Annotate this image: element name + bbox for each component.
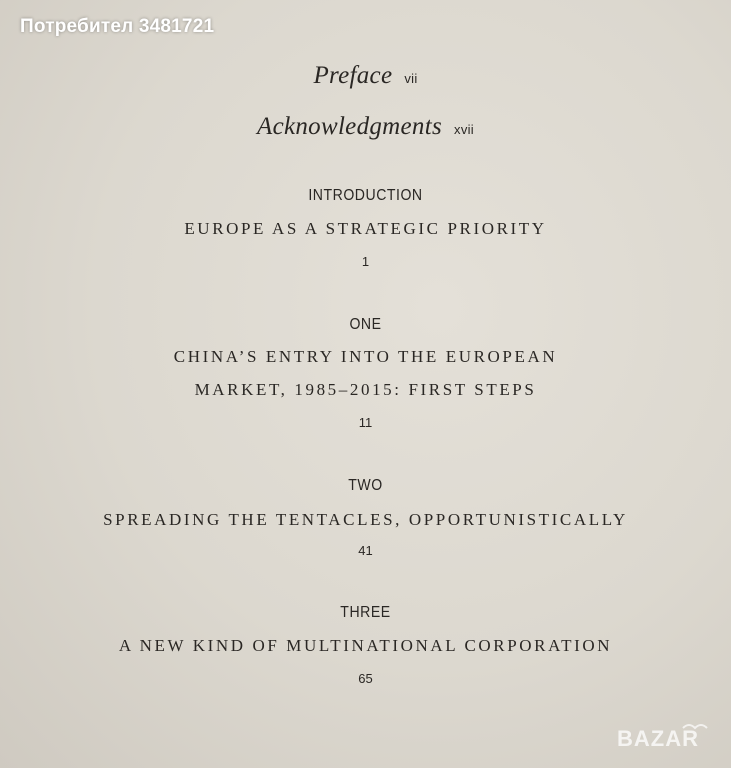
chapter-label: TWO xyxy=(348,477,383,494)
chapter-page: 65 xyxy=(358,671,373,686)
chapter-label: THREE xyxy=(340,604,391,621)
chapter-label: ONE xyxy=(349,316,382,333)
toc-entry-page: xvii xyxy=(454,122,474,137)
toc-entry-page: vii xyxy=(404,71,418,86)
toc-entry-title: Preface xyxy=(313,62,393,89)
chapter-label: INTRODUCTION xyxy=(308,187,423,204)
chapter-title: SPREADING THE TENTACLES, OPPORTUNISTICALLY xyxy=(103,510,628,529)
chapter-title: EUROPE AS A STRATEGIC PRIORITY xyxy=(184,219,547,238)
toc-entry-preface xyxy=(0,62,731,90)
chapter-page: 11 xyxy=(358,415,373,430)
chapter-title: MARKET, 1985–2015: FIRST STEPS xyxy=(194,380,537,399)
chapter-title: A NEW KIND OF MULTINATIONAL CORPORATION xyxy=(118,636,613,655)
logo-text: BAZAR xyxy=(617,726,699,751)
toc-entry-acknowledgments xyxy=(0,113,731,141)
bazar-logo xyxy=(613,720,717,756)
chapter-title: CHINA’S ENTRY INTO THE EUROPEAN xyxy=(173,347,558,366)
toc-entry-title: Acknowledgments xyxy=(257,113,443,140)
watermark-username: Потребител 3481721 xyxy=(20,16,215,37)
chapter-page: 41 xyxy=(358,543,373,558)
chapter-page: 1 xyxy=(361,254,370,269)
